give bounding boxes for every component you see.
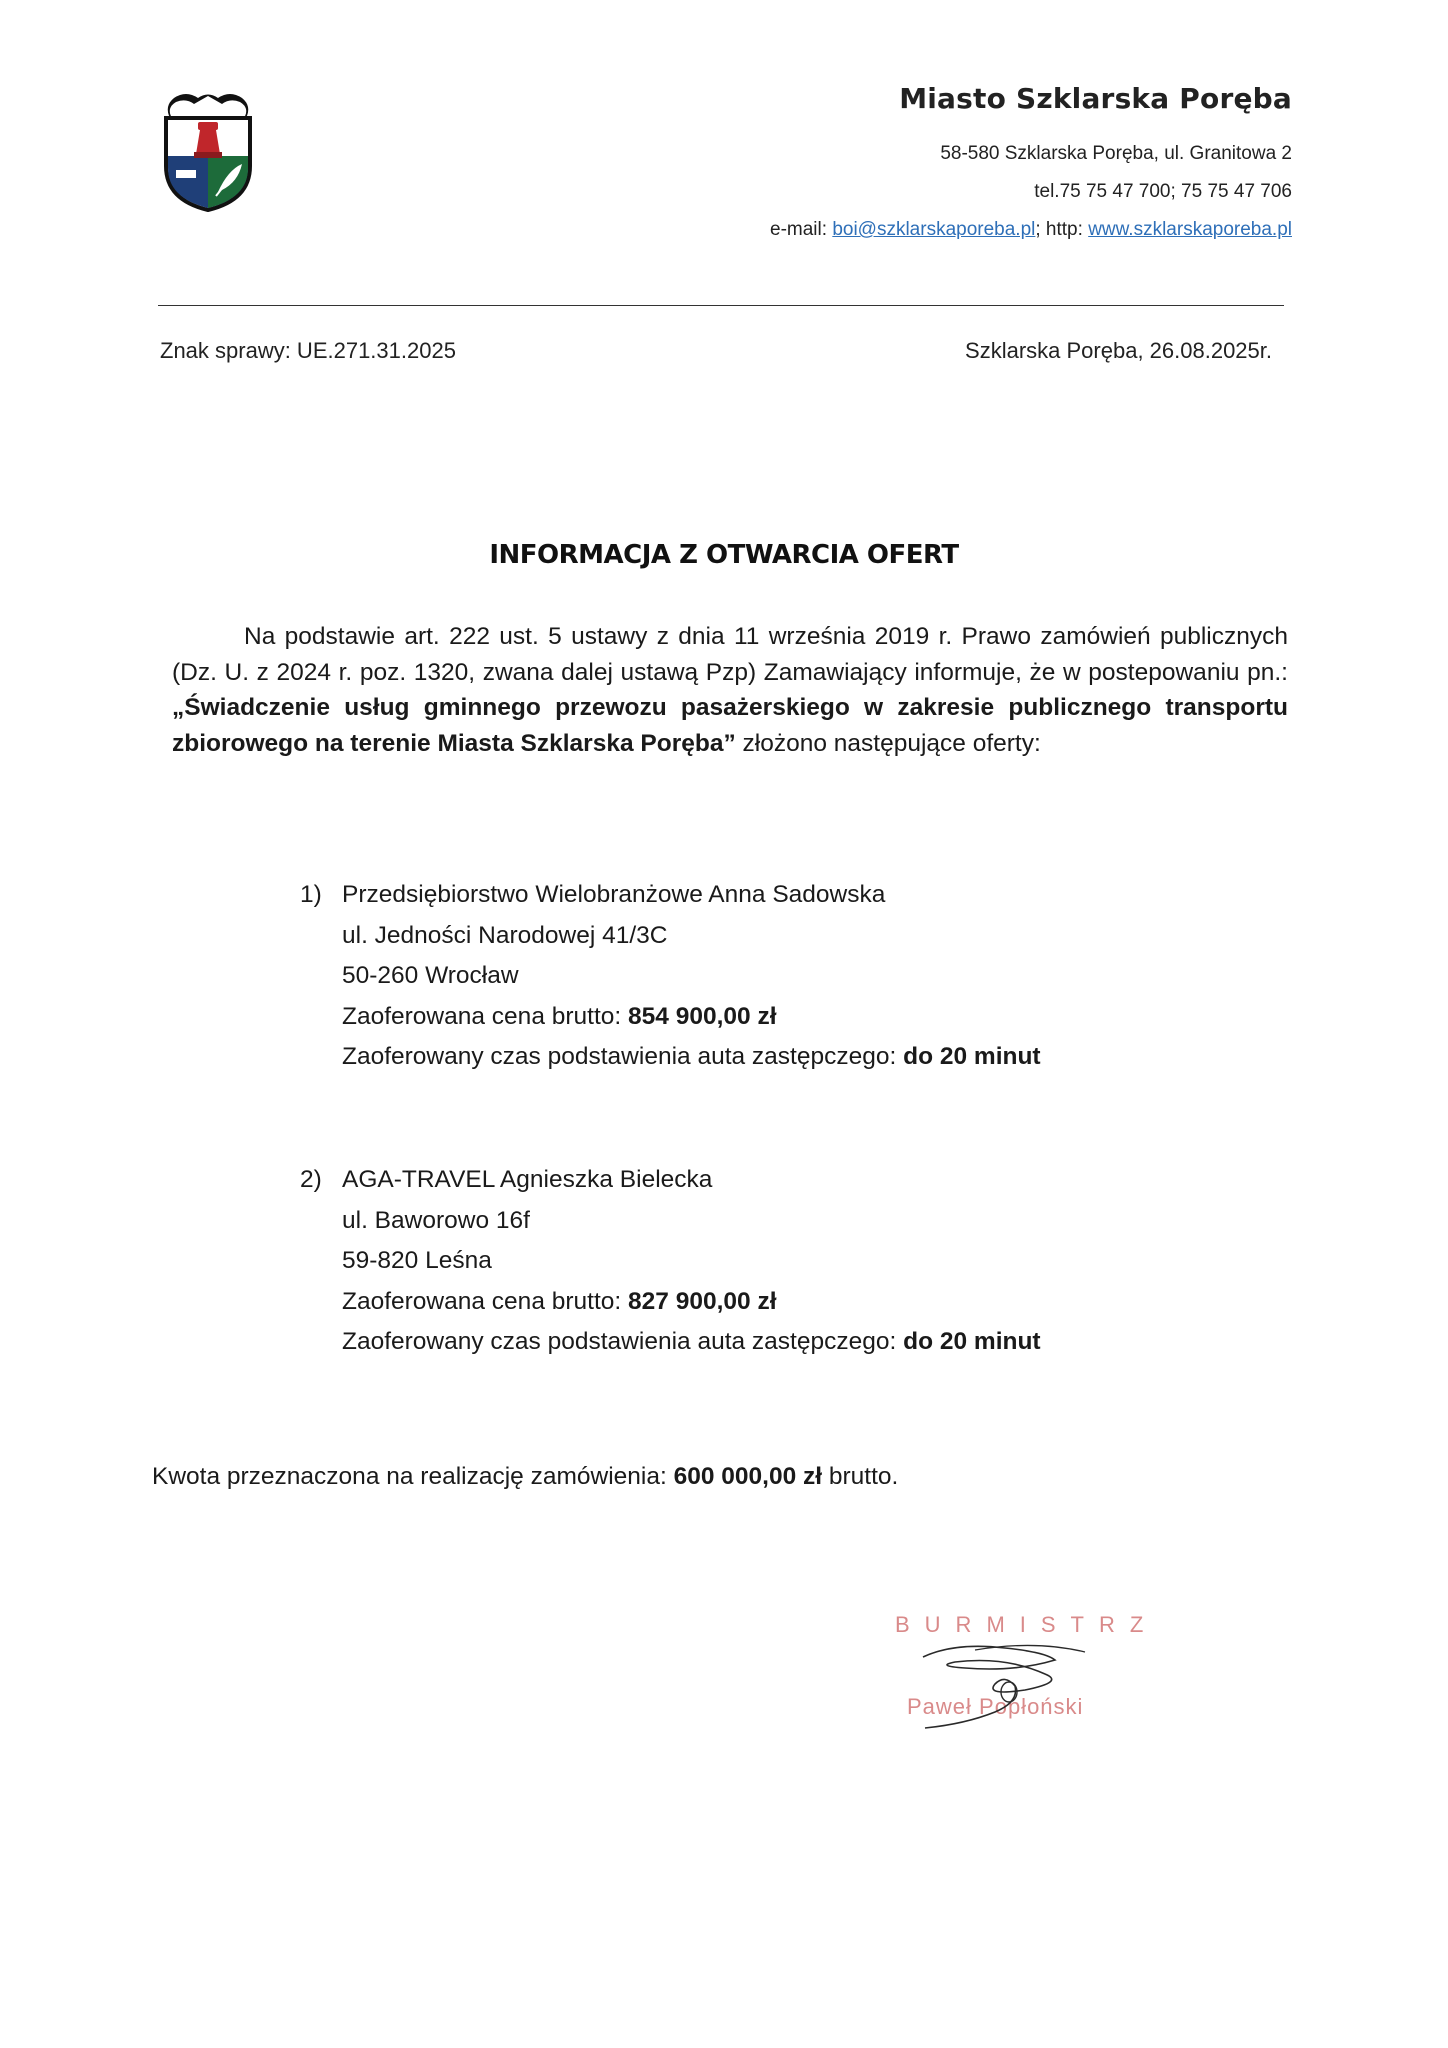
mayor-stamp [895,1612,1159,1742]
offer-price-label: Zaoferowana cena brutto: [342,1287,629,1315]
intro-paragraph [172,619,1288,761]
offer-company: AGA-TRAVEL Agnieszka Bielecka [342,1166,713,1193]
offer-item [300,875,1041,1078]
email-link[interactable]: boi@szklarskaporeba.pl [832,219,1036,240]
budget-line [152,1463,898,1491]
offer-city: 50-260 Wrocław [342,962,519,989]
intro-text-end: złożono następujące oferty: [735,729,1041,757]
city-crest-icon [158,88,258,214]
document-title: INFORMACJA Z OTWARCIA OFERT [489,540,959,570]
offer-time: do 20 minut [903,1043,1041,1070]
stamp-title: BURMISTRZ [895,1612,1159,1637]
budget-label: Kwota przeznaczona na realizację zamówienia: [152,1463,674,1490]
phone-numbers: tel.75 75 47 700; 75 75 47 706 [1034,181,1292,202]
offer-price: 854 900,00 zł [628,1002,777,1030]
stamp-name: Paweł Popłoński [907,1694,1084,1719]
offer-street: ul. Jedności Narodowej 41/3C [342,921,668,949]
budget-amount: 600 000,00 zł [673,1463,823,1490]
contact-line [770,211,1292,249]
website-link[interactable]: www.szklarskaporeba.pl [1088,219,1292,240]
intro-text: Na podstawie art. 222 ust. 5 ustawy z dnia 11 września 2019 r. Prawo zamówień publicznych (Dz. U. z 2024 r. poz. 1320, zwana dalej ustawą Pzp) Zamawiający informuje, że w postepowaniu pn.: [172,623,1288,686]
offer-company: Przedsiębiorstwo Wielobranżowe Anna Sadowska [342,881,886,908]
offer-street: ul. Bawor​owo 16f [342,1206,530,1234]
offer-city: 59-820 Leśna [342,1247,492,1274]
offer-price-label: Zaoferowana cena brutto: [342,1002,629,1030]
budget-suffix: brutto. [822,1463,899,1490]
procurement-subject: „Świadczenie usług gminnego przewozu pasażerskiego w zakresie publicznego transportu zbiorowego na terenie Miasta Szklarska Poręba” [172,694,1288,757]
header-divider [158,305,1284,306]
offer-price: 827 900,00 zł [628,1287,777,1315]
case-number: Znak sprawy: UE.271.31.2025 [160,338,456,363]
signature-icon [895,1612,1145,1742]
email-label: e-mail: [770,219,833,240]
offer-time-label: Zaoferowany czas podstawienia auta zastępczego: [342,1043,904,1070]
letterhead [770,82,1292,249]
http-label: ; http: [1035,219,1089,240]
offer-time-label: Zaoferowany czas podstawienia auta zastępczego: [342,1328,904,1355]
offer-number: 1) [300,881,322,908]
address: 58-580 Szklarska Poręba, ul. Granitowa 2 [940,143,1292,164]
offer-item [300,1160,1041,1363]
place-date: Szklarska Poręba, 26.08.2025r. [965,338,1272,363]
offer-time: do 20 minut [903,1328,1041,1355]
offer-number: 2) [300,1166,322,1193]
city-name: Miasto Szklarska Poręba [899,82,1292,115]
